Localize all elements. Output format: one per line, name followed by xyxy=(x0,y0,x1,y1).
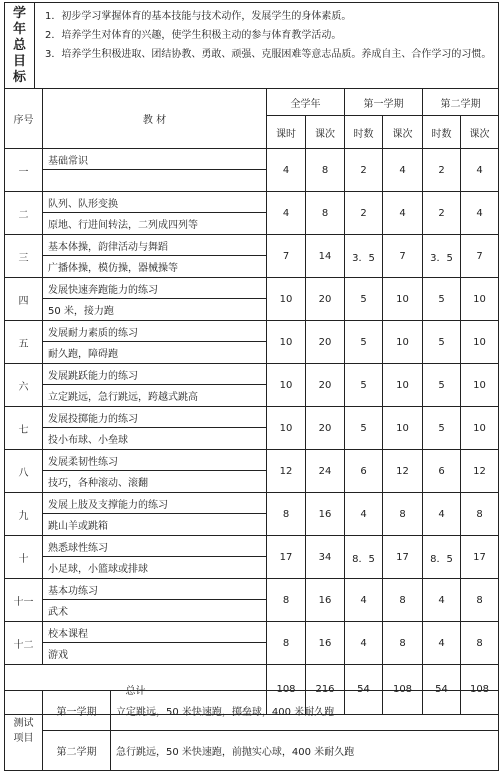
row-t1-count: 5 xyxy=(345,364,383,407)
row-detail: 耐久跑，障碍跑 xyxy=(43,342,267,364)
row-t1-count: 3．5 xyxy=(345,235,383,278)
total-label: 总计 xyxy=(5,665,267,715)
row-t1-sessions: 10 xyxy=(383,321,423,364)
row-number: 八 xyxy=(5,450,43,493)
header-t1-sessions: 课次 xyxy=(383,116,423,149)
row-topic: 发展耐力素质的练习 xyxy=(43,321,267,342)
row-t2-count: 5 xyxy=(423,407,461,450)
row-sessions: 16 xyxy=(306,493,345,536)
tests-term1-label: 第一学期 xyxy=(43,691,111,731)
row-t2-count: 2 xyxy=(423,192,461,235)
curriculum-table xyxy=(4,88,499,715)
row-t2-sessions: 4 xyxy=(461,192,499,235)
table-row xyxy=(5,622,499,643)
row-t1-count: 8．5 xyxy=(345,536,383,579)
row-hours: 10 xyxy=(267,321,306,364)
row-t1-sessions: 4 xyxy=(383,192,423,235)
row-topic: 发展上肢及支撑能力的练习 xyxy=(43,493,267,514)
row-t2-sessions: 12 xyxy=(461,450,499,493)
row-detail: 广播体操，模仿操，器械操等 xyxy=(43,256,267,278)
row-sessions: 8 xyxy=(306,149,345,192)
row-number: 六 xyxy=(5,364,43,407)
row-t2-sessions: 10 xyxy=(461,407,499,450)
table-row xyxy=(5,364,499,385)
header-term1: 第一学期 xyxy=(345,89,423,116)
row-t2-sessions: 8 xyxy=(461,579,499,622)
row-t2-count: 5 xyxy=(423,278,461,321)
row-hours: 8 xyxy=(267,622,306,665)
table-row xyxy=(5,450,499,471)
row-t1-sessions: 10 xyxy=(383,278,423,321)
row-detail: 50 米，接力跑 xyxy=(43,299,267,321)
row-t1-sessions: 8 xyxy=(383,622,423,665)
row-t2-sessions: 4 xyxy=(461,149,499,192)
row-sessions: 34 xyxy=(306,536,345,579)
row-number: 七 xyxy=(5,407,43,450)
row-topic: 熟悉球性练习 xyxy=(43,536,267,557)
row-number: 九 xyxy=(5,493,43,536)
row-t2-count: 5 xyxy=(423,364,461,407)
row-t2-sessions: 8 xyxy=(461,493,499,536)
row-detail: 跳山羊或跳箱 xyxy=(43,514,267,536)
header-full-year: 全学年 xyxy=(267,89,345,116)
row-topic: 队列、队形变换 xyxy=(43,192,267,213)
row-number: 二 xyxy=(5,192,43,235)
row-detail: 投小布球、小垒球 xyxy=(43,428,267,450)
goals-content xyxy=(35,3,499,89)
goals-table xyxy=(4,2,499,89)
total-t1-sessions: 108 xyxy=(383,665,423,715)
row-t2-count: 5 xyxy=(423,321,461,364)
row-t2-count: 4 xyxy=(423,579,461,622)
table-row xyxy=(5,493,499,514)
goals-heading xyxy=(5,3,35,89)
row-hours: 10 xyxy=(267,278,306,321)
row-topic: 基础常识 xyxy=(43,149,267,170)
row-t1-count: 4 xyxy=(345,493,383,536)
row-topic: 基本功练习 xyxy=(43,579,267,600)
row-sessions: 20 xyxy=(306,364,345,407)
row-sessions: 24 xyxy=(306,450,345,493)
goal-line-1: 1．初步学习掌握体育的基本技能与技术动作，发展学生的身体素质。 xyxy=(45,11,352,22)
row-number: 十一 xyxy=(5,579,43,622)
row-number: 三 xyxy=(5,235,43,278)
row-t1-count: 4 xyxy=(345,622,383,665)
row-t2-count: 4 xyxy=(423,493,461,536)
table-row xyxy=(5,278,499,299)
tests-label-text: 测试项目 xyxy=(13,717,34,744)
row-detail: 游戏 xyxy=(43,643,267,665)
row-topic: 基本体操，韵律活动与舞蹈 xyxy=(43,235,267,256)
row-hours: 7 xyxy=(267,235,306,278)
row-t1-count: 5 xyxy=(345,278,383,321)
header-row-1 xyxy=(5,89,499,116)
row-sessions: 16 xyxy=(306,622,345,665)
row-t2-sessions: 8 xyxy=(461,622,499,665)
table-row xyxy=(5,321,499,342)
row-t1-sessions: 10 xyxy=(383,364,423,407)
tests-label xyxy=(5,691,43,771)
row-detail xyxy=(43,170,267,192)
total-t1-count: 54 xyxy=(345,665,383,715)
row-detail: 小足球，小篮球或排球 xyxy=(43,557,267,579)
row-t2-sessions: 10 xyxy=(461,321,499,364)
row-hours: 8 xyxy=(267,579,306,622)
tests-table xyxy=(4,690,499,771)
row-sessions: 8 xyxy=(306,192,345,235)
header-no: 序号 xyxy=(5,89,43,149)
header-t2-count: 时数 xyxy=(423,116,461,149)
row-detail: 立定跳远，急行跳远，跨越式跳高 xyxy=(43,385,267,407)
header-material: 教 材 xyxy=(43,89,267,149)
row-t1-count: 2 xyxy=(345,149,383,192)
row-detail: 技巧，各种滚动、滚翻 xyxy=(43,471,267,493)
row-topic: 发展投掷能力的练习 xyxy=(43,407,267,428)
row-t1-sessions: 7 xyxy=(383,235,423,278)
row-topic: 发展跳跃能力的练习 xyxy=(43,364,267,385)
tests-term2-label: 第二学期 xyxy=(43,731,111,771)
row-sessions: 20 xyxy=(306,321,345,364)
row-t2-sessions: 10 xyxy=(461,278,499,321)
total-hours: 108 xyxy=(267,665,306,715)
row-hours: 4 xyxy=(267,192,306,235)
row-topic: 发展柔韧性练习 xyxy=(43,450,267,471)
row-number: 一 xyxy=(5,149,43,192)
row-t2-count: 6 xyxy=(423,450,461,493)
row-t1-sessions: 10 xyxy=(383,407,423,450)
row-detail: 原地、行进间转法，二列成四列等 xyxy=(43,213,267,235)
table-row xyxy=(5,579,499,600)
total-t2-sessions: 108 xyxy=(461,665,499,715)
row-hours: 10 xyxy=(267,364,306,407)
row-sessions: 20 xyxy=(306,407,345,450)
row-t1-sessions: 17 xyxy=(383,536,423,579)
row-number: 四 xyxy=(5,278,43,321)
row-t1-count: 6 xyxy=(345,450,383,493)
tests-term1-content: 立定跳远，50 米快速跑，掷垒球，400 米耐久跑 xyxy=(111,691,499,731)
row-number: 十 xyxy=(5,536,43,579)
goal-line-3: 3．培养学生积极进取、团结协教、勇敢、顽强、克服困难等意志品质。养成自主、合作学习的习惯。 xyxy=(45,49,492,60)
row-sessions: 14 xyxy=(306,235,345,278)
row-t1-sessions: 8 xyxy=(383,493,423,536)
header-term2: 第二学期 xyxy=(423,89,499,116)
row-t2-count: 2 xyxy=(423,149,461,192)
table-row xyxy=(5,407,499,428)
row-t2-count: 4 xyxy=(423,622,461,665)
row-hours: 8 xyxy=(267,493,306,536)
row-t1-count: 4 xyxy=(345,579,383,622)
table-row xyxy=(5,192,499,213)
row-sessions: 20 xyxy=(306,278,345,321)
row-hours: 4 xyxy=(267,149,306,192)
total-sessions: 216 xyxy=(306,665,345,715)
tests-term2-content: 急行跳远，50 米快速跑，前抛实心球，400 米耐久跑 xyxy=(111,731,499,771)
row-t2-sessions: 7 xyxy=(461,235,499,278)
row-t1-count: 5 xyxy=(345,407,383,450)
curriculum-rows xyxy=(5,149,499,665)
row-hours: 10 xyxy=(267,407,306,450)
row-t2-sessions: 17 xyxy=(461,536,499,579)
row-t1-sessions: 8 xyxy=(383,579,423,622)
row-sessions: 16 xyxy=(306,579,345,622)
header-sessions: 课次 xyxy=(306,116,345,149)
table-row xyxy=(5,536,499,557)
header-hours: 课时 xyxy=(267,116,306,149)
header-t1-count: 时数 xyxy=(345,116,383,149)
goals-heading-text: 学年总目标 xyxy=(12,5,26,85)
row-t1-sessions: 12 xyxy=(383,450,423,493)
goal-line-2: 2．培养学生对体育的兴趣，使学生积极主动的参与体育教学活动。 xyxy=(45,30,342,41)
row-hours: 17 xyxy=(267,536,306,579)
row-t1-sessions: 4 xyxy=(383,149,423,192)
row-hours: 12 xyxy=(267,450,306,493)
total-t2-count: 54 xyxy=(423,665,461,715)
row-t2-count: 8．5 xyxy=(423,536,461,579)
row-t2-count: 3．5 xyxy=(423,235,461,278)
header-t2-sessions: 课次 xyxy=(461,116,499,149)
table-row xyxy=(5,149,499,170)
row-topic: 校本课程 xyxy=(43,622,267,643)
table-row xyxy=(5,235,499,256)
row-detail: 武术 xyxy=(43,600,267,622)
row-t1-count: 5 xyxy=(345,321,383,364)
row-number: 五 xyxy=(5,321,43,364)
row-t2-sessions: 10 xyxy=(461,364,499,407)
row-number: 十二 xyxy=(5,622,43,665)
row-topic: 发展快速奔跑能力的练习 xyxy=(43,278,267,299)
row-t1-count: 2 xyxy=(345,192,383,235)
